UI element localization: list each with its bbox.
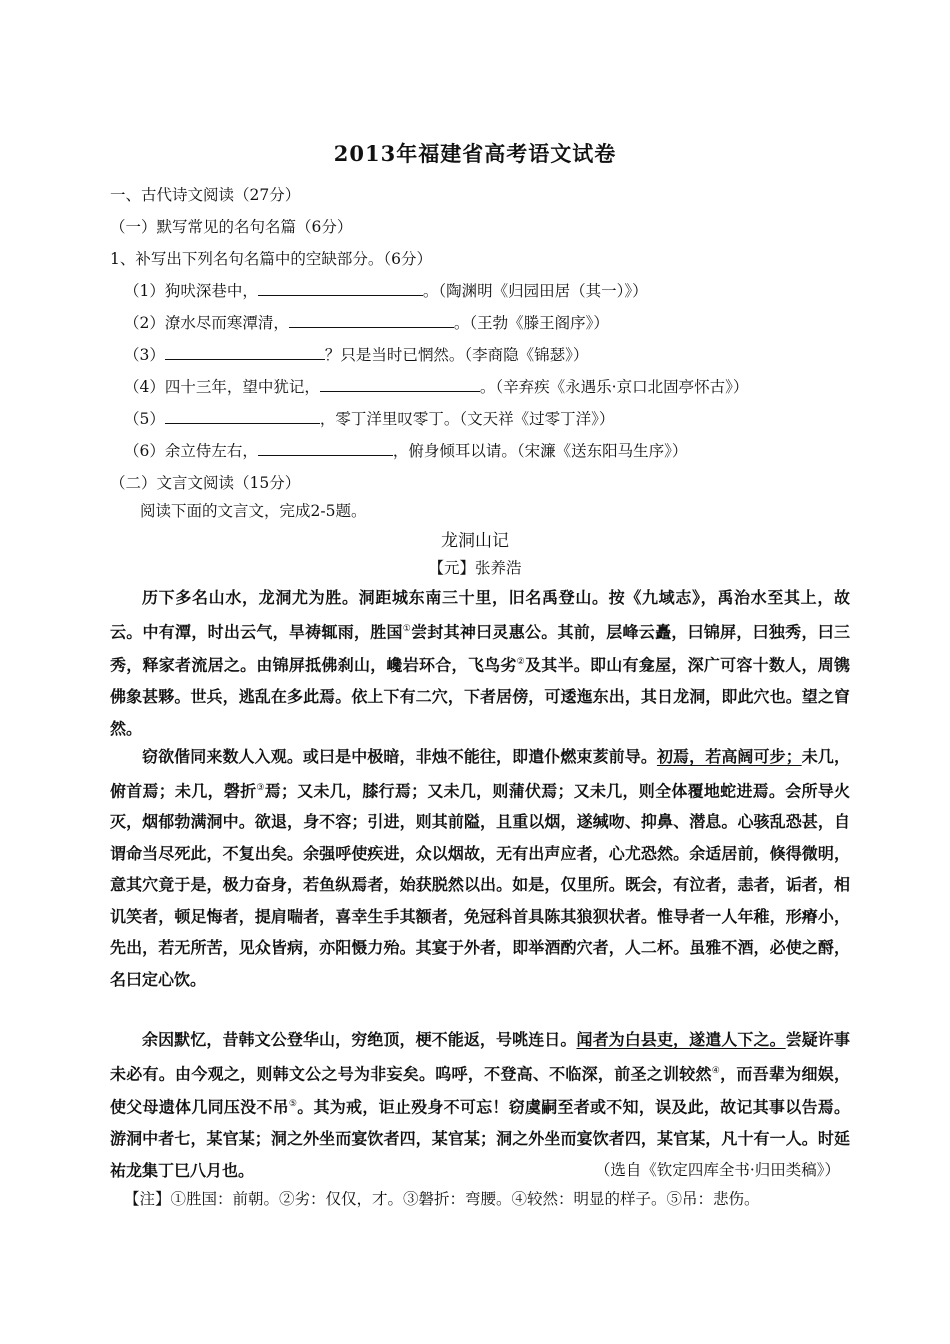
fill-number: （2） [124,314,165,332]
passage-author: 【元】张养浩 [428,559,522,577]
answer-blank[interactable] [258,441,393,456]
question-1: 1、补写出下列名句名篇中的空缺部分。（6分） [110,250,432,268]
fill-number: （3） [124,346,165,364]
page-title: 2013年福建省高考语文试卷 [333,141,617,166]
answer-blank[interactable] [289,313,454,328]
underlined-sentence: 闻者为白县吏，遂遣人下之。 [576,1030,786,1049]
fill-number: （4） [124,378,165,396]
footnote-ref: ② [516,657,525,668]
fill-item [124,439,687,461]
fill-number: （1） [124,282,165,300]
fill-number: （6） [124,442,165,460]
fill-before: 余立侍左右， [164,442,258,460]
fill-after: 。（辛弃疾《永遇乐·京口北固亭怀古》） [479,378,749,396]
footnotes: 【注】①胜国：前朝。②劣：仅仅，才。③磐折：弯腰。④较然：明显的样子。⑤吊：悲伤。 [124,1190,760,1208]
footnote-ref: ⑤ [288,1099,298,1110]
underlined-sentence: 初焉，若高阔可步； [656,747,802,766]
answer-blank[interactable] [165,345,325,360]
fill-after: ，俯身倾耳以请。（宋濂《送东阳马生序》） [392,442,688,460]
passage-paragraph-3: 余因默忆，昔韩文公登华山，穷绝顶，梗不能返，号咷连日。闻者为白县吏，遂遣人下之。尝疑许事未必有。由今观之，则韩文公之号为非妄矣。呜呼，不登高、不临深，前圣之训较然④，而吾辈为细娱，使父母遗体几同压没不吊⑤。其为戒，讵止殁身不可忘！窃虞嗣至者或不知，误及此，故记其事以告焉。游洞中者七，某官某；洞之外坐而宴饮者四，某官某；洞之外坐而宴饮者四，某官某，凡十有一人。时延祐龙集丁巳八月也。 [110,1030,850,1180]
answer-blank[interactable] [258,281,423,296]
fill-after: 。（王勃《滕王阁序》） [453,314,609,332]
fill-item [124,279,648,301]
passage-paragraph-1: 历下多名山水，龙洞尤为胜。洞距城东南三十里，旧名禹登山。按《九域志》，禹治水至其上，故云。中有潭，时出云气，旱祷辄雨，胜国①尝封其神曰灵惠公。其前，层峰云矗，曰锦屏，曰独秀，曰三秀，释家者流居之。由锦屏抵佛刹山，巉岩环合，飞鸟劣②及其半。即山有龛屋，深广可容十数人，周镌佛象甚夥。世兵，逃乱在多此焉。依上下有二穴，下者居傍，可逶迤东出，其日龙洞，即此穴也。望之窅然。 [110,588,850,738]
fill-after: 。（陶渊明《归园田居（其一）》） [422,282,648,300]
fill-item [124,343,588,365]
fill-item [124,375,748,397]
instruction-text: 阅读下面的文言文，完成2-5题。 [140,502,367,520]
fill-before: 潦水尽而寒潭清， [164,314,289,332]
footnote-ref: ① [402,623,412,634]
passage-paragraph-2: 窃欲偕同来数人入观。或曰是中极暗，非烛不能往，即遣仆燃束荄前导。初焉，若高阔可步；未几，俯首焉；未几，磬折③焉；又未几，膝行焉；又未几，则蒲伏焉；又未几，则全体覆地蛇进焉。会所导火灭，烟郁勃满洞中。欲退，身不容；引进，则其前隘，且重以烟，遂缄吻、抑鼻、潜息。心骇乱恐甚，自谓命当尽死此，不复出矣。余强呼使疾进，众以烟故，无有出声应者，心尤恐然。余适居前，倏得微明，意其穴竟于是，极力奋身，若鱼纵焉者，始获脱然以出。如是，仅里所。既会，有泣者，恚者，诟者，相讥笑者，顿足悔者，提肩喘者，喜幸生手其额者，免冠科首具陈其狼狈状者。惟导者一人年稚，形瘠小，先出，若无所苦，见众皆病，亦阳慑力殆。其宴于外者，即举酒酌穴者，人二杯。虽雅不酒，必使之酹，名曰定心饮。 [110,747,850,989]
fill-after: ？只是当时已惘然。（李商隐《锦瑟》） [324,346,589,364]
fill-item [124,407,614,429]
answer-blank[interactable] [320,377,480,392]
fill-before: 四十三年，望中犹记， [164,378,320,396]
fill-after: ，零丁洋里叹零丁。（文天祥《过零丁洋》） [319,410,615,428]
footnote-ref: ④ [711,1065,721,1076]
fill-number: （5） [124,410,165,428]
footnote-ref: ③ [256,782,265,793]
source-citation: （选自《钦定四库全书·归田类稿》） [594,1161,840,1179]
subsection-heading: （二）文言文阅读（15分） [110,474,301,492]
passage-title: 龙洞山记 [441,531,509,551]
fill-before: 狗吠深巷中， [164,282,258,300]
answer-blank[interactable] [165,409,320,424]
fill-item [124,311,609,333]
section-heading: 一、古代诗文阅读（27分） [110,186,301,204]
subsection-heading: （一）默写常见的名句名篇（6分） [110,218,353,236]
